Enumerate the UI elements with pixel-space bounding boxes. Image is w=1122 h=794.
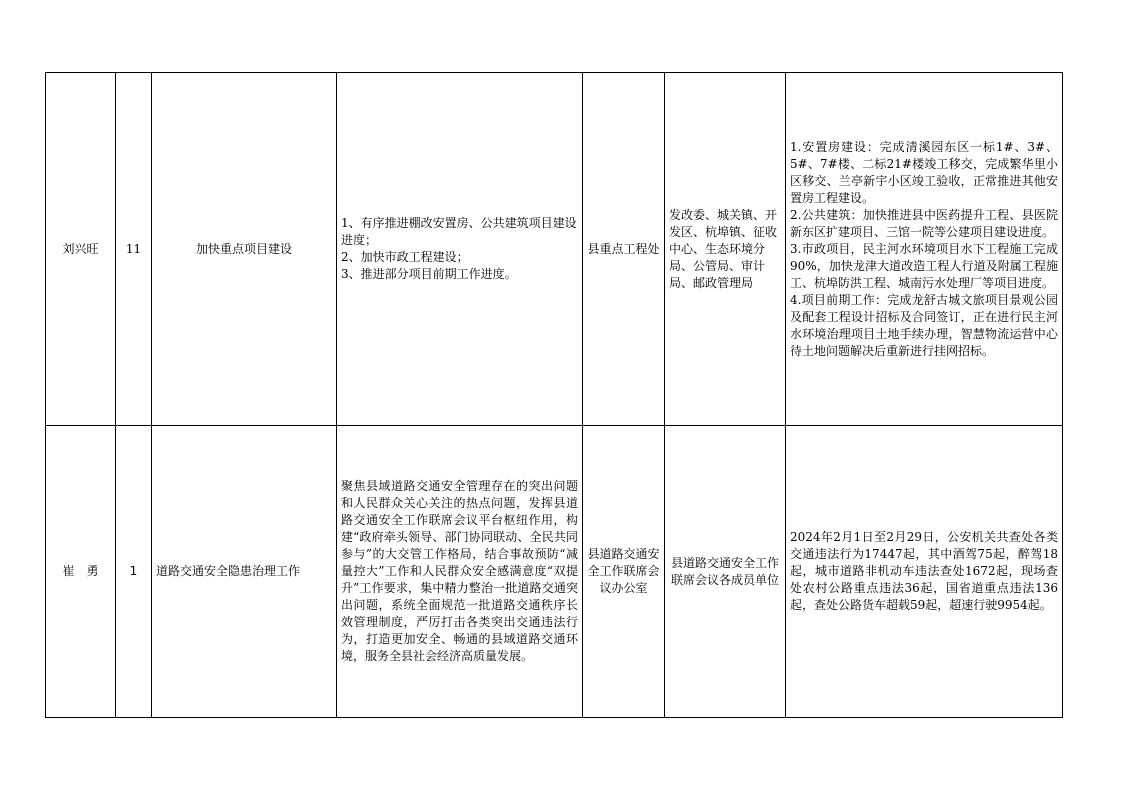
leader-cell: 崔 勇 (46, 426, 116, 718)
content-line: 2、加快市政工程建设； (341, 250, 469, 264)
table-row (46, 426, 1063, 718)
task-table (45, 72, 1063, 718)
progress-cell (786, 73, 1063, 426)
progress-cell: 2024年2月1日至2月29日，公安机关共查处各类交通违法行为17447起，其中酒驾75起，醉驾18起，城市道路非机动车违法查处1672起，现场查处农村公路重点违法36起，国省道重点违法136起，查处公路货车超载59起，超速行驶9954起。 (786, 426, 1063, 718)
lead-unit-cell: 县重点工程处 (583, 73, 665, 426)
content-line: 3、推进部分项目前期工作进度。 (341, 267, 517, 281)
content-cell: 聚焦县域道路交通安全管理存在的突出问题和人民群众关心关注的热点问题，发挥县道路交通安全工作联席会议平台枢纽作用，构建“政府牵头领导、部门协同联动、全民共同参与”的大交管工作格局，结合事故预防“减量控大”工作和人民群众安全感满意度“双提升”工作要求，集中精力整治一批道路交通突出问题，系统全面规范一批道路交通秩序长效管理制度，严厉打击各类突出交通违法行为，打造更加安全、畅通的县域道路交通环境，服务全县社会经济高质量发展。 (337, 426, 583, 718)
cooperating-units-cell: 发改委、城关镇、开发区、杭埠镇、征收中心、生态环境分局、公管局、审计局、邮政管理局 (665, 73, 786, 426)
leader-cell: 刘兴旺 (46, 73, 116, 426)
task-cell: 道路交通安全隐患治理工作 (152, 426, 337, 718)
content-line: 1、有序推进棚改安置房、公共建筑项目建设进度； (341, 216, 577, 247)
table-row (46, 73, 1063, 426)
cooperating-units-cell: 县道路交通安全工作联席会议各成员单位 (665, 426, 786, 718)
progress-line: 1.安置房建设：完成清溪园东区一标1#、3#、5#、7#楼、二标21#楼竣工移交，完成繁华里小区移交、兰亭新宇小区竣工验收，正常推进其他安置房工程建设。 (790, 139, 1058, 205)
progress-line: 4.项目前期工作：完成龙舒古城文旅项目景观公园及配套工程设计招标及合同签订，正在进行民主河水环境治理项目土地手续办理，智慧物流运营中心待土地问题解决后重新进行挂网招标。 (790, 292, 1058, 358)
number-cell: 1 (116, 426, 152, 718)
number-cell: 11 (116, 73, 152, 426)
progress-line: 3.市政项目，民主河水环境项目水下工程施工完成90%，加快龙津大道改造工程人行道及附属工程施工、杭埠防洪工程、城南污水处理厂等项目进度。 (790, 241, 1058, 290)
progress-line: 2.公共建筑：加快推进县中医药提升工程、县医院新东区扩建项目、三馆一院等公建项目建设进度。 (790, 207, 1058, 239)
lead-unit-cell: 县道路交通安全工作联席会议办公室 (583, 426, 665, 718)
content-cell (337, 73, 583, 426)
task-cell: 加快重点项目建设 (152, 73, 337, 426)
